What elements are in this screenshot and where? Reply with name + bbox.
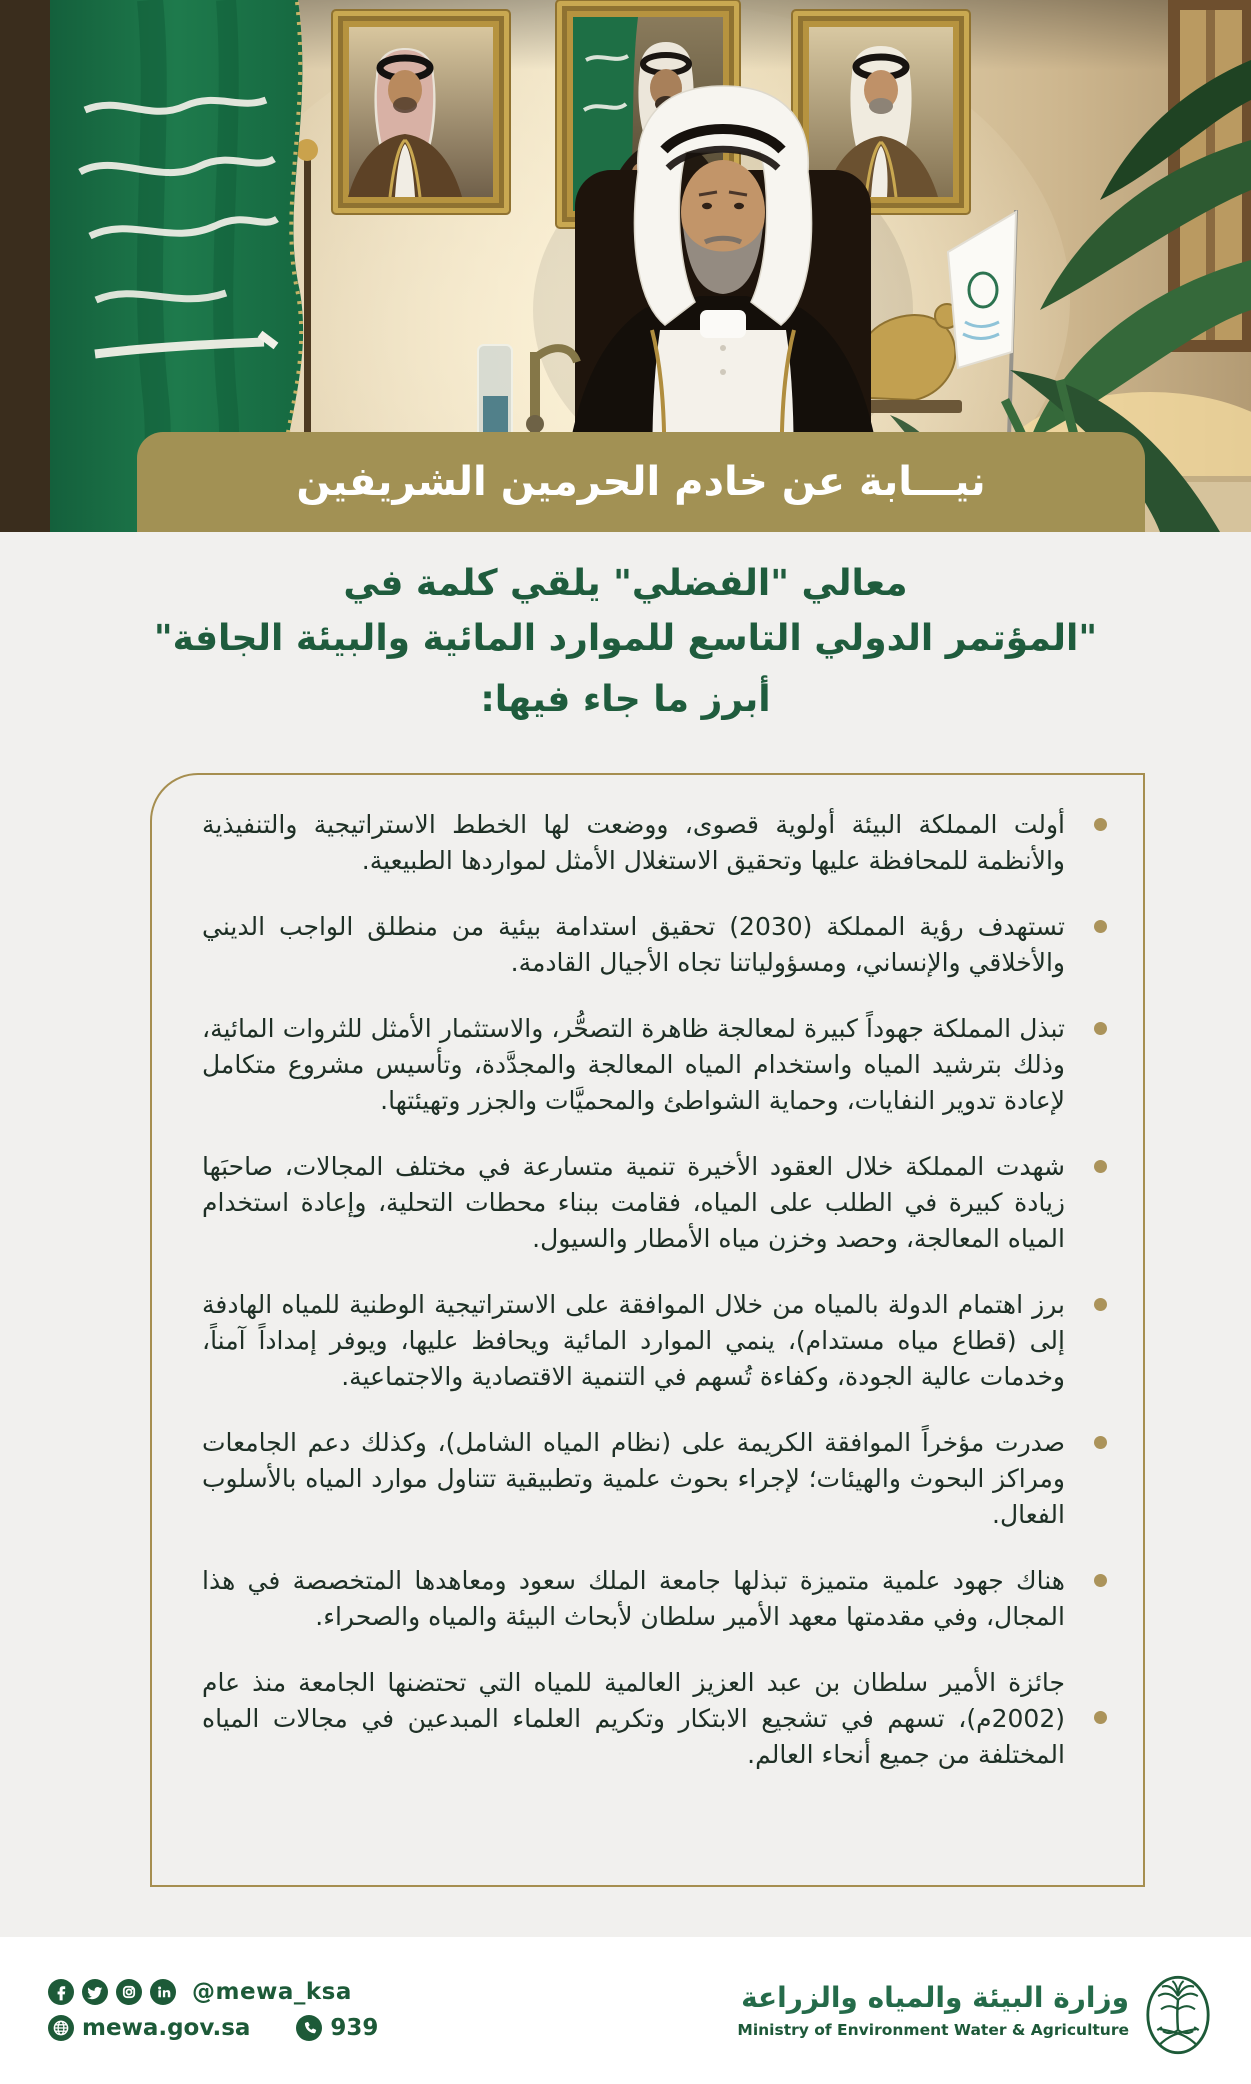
globe-icon — [48, 2015, 74, 2041]
headline — [0, 532, 1251, 727]
bullet-text: شهدت المملكة خلال العقود الأخيرة تنمية متسارعة في مختلف المجالات، صاحبَها زيادة كبيرة في الطلب على المياه، فقامت ببناء محطات التحلية، وإعادة استخدام المياه المعالجة، وحصد وخزن مياه الأمطار والسيول. — [202, 1152, 1065, 1253]
bullet-item — [202, 1563, 1107, 1635]
bullet-dot-icon — [1094, 1711, 1107, 1724]
bullet-item — [202, 1287, 1107, 1395]
banner — [137, 432, 1145, 532]
bullet-dot-icon — [1094, 1574, 1107, 1587]
website-link[interactable]: mewa.gov.sa — [82, 2015, 251, 2041]
bullet-dot-icon — [1094, 818, 1107, 831]
bullet-dot-icon — [1094, 1160, 1107, 1173]
ministry-names — [737, 1981, 1129, 2039]
instagram-icon[interactable] — [116, 1979, 142, 2005]
bullet-item — [202, 1149, 1107, 1257]
key-points-box — [150, 773, 1145, 1887]
bullet-dot-icon — [1094, 920, 1107, 933]
twitter-icon[interactable] — [82, 1979, 108, 2005]
headline-line-3: أبرز ما جاء فيها: — [480, 679, 771, 720]
ministry-name-arabic: وزارة البيئة والمياه والزراعة — [741, 1981, 1129, 2014]
bullet-item — [202, 1011, 1107, 1119]
linkedin-icon[interactable] — [150, 1979, 176, 2005]
contact-row — [48, 2013, 378, 2043]
bullet-item — [202, 1425, 1107, 1533]
content-area — [0, 532, 1251, 1937]
bullet-dot-icon — [1094, 1298, 1107, 1311]
bullet-item — [202, 909, 1107, 981]
bullet-text: تبذل المملكة جهوداً كبيرة لمعالجة ظاهرة التصحُّر، والاستثمار الأمثل للثروات المائية، وذلك بترشيد المياه واستخدام المياه المعالجة والمجدَّدة، وتأسيس مشروع متكامل لإعادة تدوير النفايات، وحماية الشواطئ والمحميَّات والجزر وتهيئتها. — [202, 1014, 1065, 1115]
headline-line-2: "المؤتمر الدولي التاسع للموارد المائية والبيئة الجافة" — [153, 618, 1098, 659]
bullet-text: برز اهتمام الدولة بالمياه من خلال الموافقة على الاستراتيجية الوطنية للمياه الهادفة إلى (قطاع مياه مستدام)، ينمي الموارد المائية ويحافظ عليها، ويوفر إمداداً آمناً، وخدمات عالية الجودة، وكفاءة تُسهم في التنمية الاقتصادية والاجتماعية. — [202, 1290, 1065, 1391]
ministry-logo — [1145, 1975, 1211, 2055]
headline-line-1: معالي "الفضلي" يلقي كلمة في — [343, 563, 908, 604]
ministry-brand — [737, 1981, 1211, 2055]
ministry-name-english: Ministry of Environment Water & Agriculture — [737, 2021, 1129, 2039]
banner-text: نيـــابة عن خادم الحرمين الشريفين — [296, 459, 986, 505]
bullet-text: جائزة الأمير سلطان بن عبد العزيز العالمية للمياه التي تحتضنها الجامعة منذ عام (2002م)، تسهم في تشجيع الابتكار وتكريم العلماء المبدعين في مجالات المياه المختلفة من جميع أنحاء العالم. — [202, 1668, 1065, 1769]
bullet-text: تستهدف رؤية المملكة (2030) تحقيق استدامة بيئية من منطلق الواجب الديني والأخلاقي والإنساني، ومسؤولياتنا تجاه الأجيال القادمة. — [202, 912, 1065, 977]
portrait-crown-prince — [332, 10, 510, 214]
bullet-item — [202, 1665, 1107, 1773]
facebook-icon[interactable] — [48, 1979, 74, 2005]
bullet-text: صدرت مؤخراً الموافقة الكريمة على (نظام المياه الشامل)، وكذلك دعم الجامعات ومراكز البحوث والهيئات؛ لإجراء بحوث علمية وتطبيقية تتناول موارد المياه بالأسلوب الفعال. — [202, 1428, 1065, 1529]
bullet-dot-icon — [1094, 1022, 1107, 1035]
social-block — [48, 1977, 378, 2049]
bullet-item — [202, 807, 1107, 879]
phone-number[interactable]: 939 — [330, 2015, 379, 2041]
social-row — [48, 1977, 378, 2007]
footer — [0, 1937, 1251, 2084]
bullet-text: أولت المملكة البيئة أولوية قصوى، ووضعت لها الخطط الاستراتيجية والتنفيذية والأنظمة للمحافظة عليها وتحقيق الاستغلال الأمثل لمواردها الطبيعية. — [202, 810, 1065, 875]
social-handle[interactable]: @mewa_ksa — [192, 1979, 352, 2005]
bullet-dot-icon — [1094, 1436, 1107, 1449]
bullet-text: هناك جهود علمية متميزة تبذلها جامعة الملك سعود ومعاهدها المتخصصة في هذا المجال، وفي مقدمتها معهد الأمير سلطان لأبحاث البيئة والمياه والصحراء. — [202, 1566, 1065, 1631]
phone-icon — [296, 2015, 322, 2041]
